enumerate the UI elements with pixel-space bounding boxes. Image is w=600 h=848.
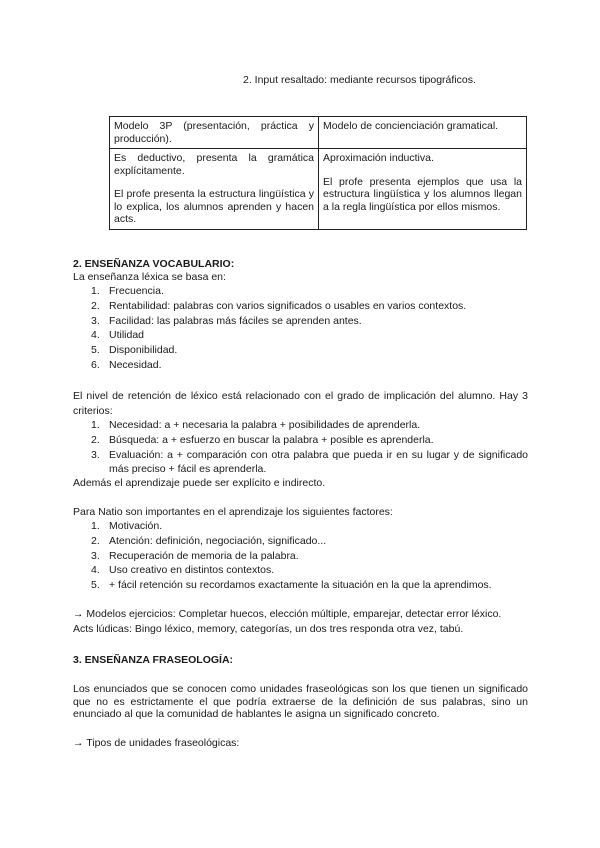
paragraph: Los enunciados que se conocen como unidades fraseológicas son los que tienen un significado que no es estrictamente el que podría extraerse de la definición de sus palabras, sino un enunciado al que la comunidad de hablantes le asigna un significado concreto. (73, 683, 528, 720)
list-item: 3. Evaluación: a + comparación con otra palabra que pueda ir en su lugar y de significado más preciso + fácil es aprenderla. (91, 448, 528, 476)
bases-list (91, 284, 466, 373)
top-list-item: 2. Input resaltado: mediante recursos tipográficos. (243, 74, 476, 86)
list-item: 3. Recuperación de memoria de la palabra. (91, 549, 299, 562)
list-item: 5. + fácil retención su recordamos exactamente la situación en la que la aprendimos. (91, 579, 492, 592)
table-row (110, 149, 527, 230)
paragraph: Además el aprendizaje puede ser explícito e indirecto. (73, 477, 326, 489)
list-item: 1. Frecuencia. (91, 285, 164, 297)
paragraph: La enseñanza léxica se basa en: (73, 271, 226, 283)
list-item: 1. Motivación. (91, 520, 163, 532)
paragraph: Para Natio son importantes en el aprendizaje los siguientes factores: (73, 506, 393, 518)
factors-list (91, 519, 492, 593)
list-item: 2. Búsqueda: a + esfuerzo en buscar la palabra + posible es aprenderla. (91, 433, 434, 446)
comparison-table (109, 116, 527, 230)
list-item: 2. Rentabilidad: palabras con varios significados o usables en varios contextos. (91, 299, 467, 312)
list-item: 2. Atención: definición, negociación, significado... (91, 534, 327, 547)
paragraph: El nivel de retención de léxico está relacionado con el grado de implicación del alumno. Hay 3 criterios: (73, 390, 528, 417)
table-cell: Es deductivo, presenta la gramática explícitamente. El profe presenta la estructura lingüística y lo explica, los alumnos aprenden y hacen acts. (110, 149, 319, 230)
section-heading: 2. ENSEÑANZA VOCABULARIO: (73, 258, 235, 270)
table-header-cell: Modelo de concienciación gramatical. (319, 117, 527, 149)
paragraph: → Tipos de unidades fraseológicas: (73, 737, 240, 749)
criteria-list (91, 418, 528, 477)
paragraph: → Modelos ejercicios: Completar huecos, elección múltiple, emparejar, detectar error léxico. (73, 608, 502, 620)
list-item: 6. Necesidad. (91, 358, 162, 371)
list-item: 3. Facilidad: las palabras más fáciles se aprenden antes. (91, 314, 362, 327)
list-item: 5. Disponibilidad. (91, 344, 178, 357)
paragraph: Acts lúdicas: Bingo léxico, memory, categorías, un dos tres responda otra vez, tabú. (73, 623, 464, 635)
list-item: 1. Necesidad: a + necesaria la palabra + posibilidades de aprenderla. (91, 419, 421, 431)
list-item: 4. Utilidad (91, 329, 145, 342)
section-heading: 3. ENSEÑANZA FRASEOLOGÍA: (73, 654, 234, 666)
table-cell: Aproximación inductiva. El profe presenta ejemplos que usa la estructura lingüística y los alumnos llegan a la regla lingüística por ellos mismos. (319, 149, 527, 230)
table-header-row (110, 117, 527, 149)
table-header-cell: Modelo 3P (presentación, práctica y producción). (110, 117, 319, 149)
list-item: 4. Uso creativo en distintos contextos. (91, 564, 275, 577)
